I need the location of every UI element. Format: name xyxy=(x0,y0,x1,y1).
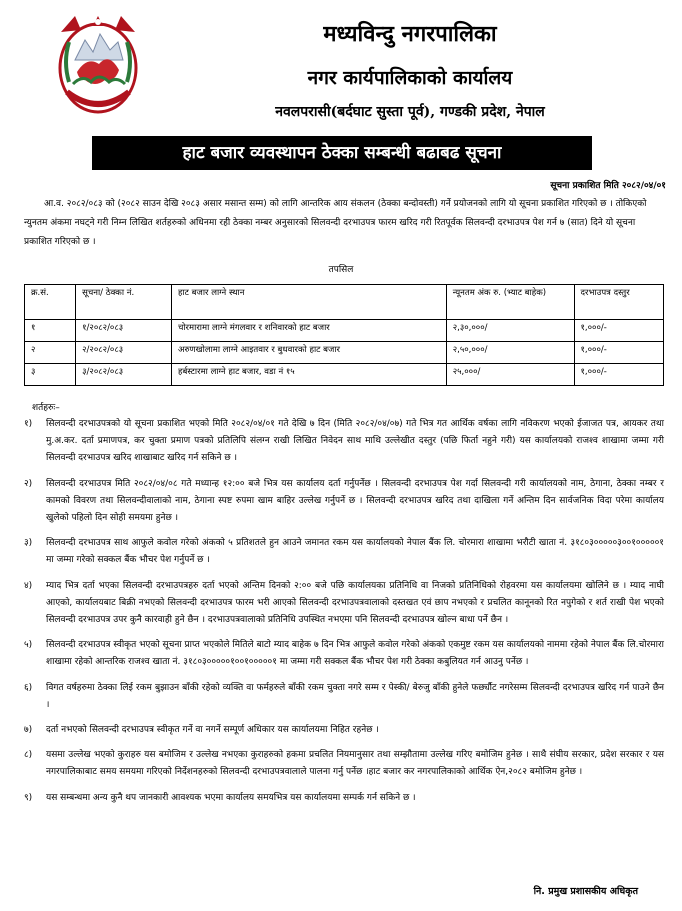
condition-text: सिलवन्दी दरभाउपत्र स्वीकृत भएको सूचना प्राप्त भएकोले मितिले बाटो म्याद बाहेक ७ दिन भित्र आफुले कवोल गरेको अंकको एकमुष्ट रकम यस कार्यालयको नाममा रहेको नेपाल बैंक लि.चोरमारा शाखामा रहेको आन्तरिक राजश्व खाता नं. ३१८०३०००००१००१०००००१ मा जम्मा गरी सक्कल बैंक भौचर पेश गरी ठेक्का कबुलियत गर्न आउनु पर्नेछ । xyxy=(46,640,664,668)
office-name: नगर कार्यपालिकाको कार्यालय xyxy=(307,67,513,89)
col-header-fee: दरभाउपत्र दस्तुर xyxy=(574,285,663,320)
condition-text: सिलवन्दी दरभाउपत्र मिति २०८२/०४/०८ गते मध्यान्ह १२:०० बजे भित्र यस कार्यालय दर्ता गर्नुपर्नेछ । सिलवन्दी दरभाउपत्र पेश गर्दा सिलवन्दी गरी कार्यालयको नाम, ठेगाना, ठेक्का नम्बर र कामको विवरण तथा सिलवन्दीवालाको नाम, ठेगाना स्पष्ट रुपमा खाम बाहिर उल्लेख गर्नुपर्ने छ । सिलवन्दी दरभाउपत्र खरिद तथा दाखिला गर्ने अन्तिम दिन सार्वजनिक विदा परेमा कार्यालय खुलेको पहिलो दिन सोही समयमा हुनेछ । xyxy=(46,478,664,524)
cell-sn: १ xyxy=(25,320,76,342)
condition-number: ६) xyxy=(24,682,33,693)
cell-min-amount: २,३०,०००/ xyxy=(446,320,574,342)
schedule-heading: तपसिल xyxy=(328,265,354,275)
cell-min-amount: २,५०,०००/ xyxy=(446,342,574,364)
col-header-location: हाट बजार लाग्ने स्थान xyxy=(171,285,446,320)
condition-text: म्याद भित्र दर्ता भएका सिलवन्दी दरभाउपत्रहरु दर्ता भएको अन्तिम दिनको २:०० बजे पछि कार्यालयका प्रतिनिधि वा निजको प्रतिनिधिको रोहवरमा यस कार्यालयमा खोलिने छ । म्याद नाघी आएको, कार्यालयबाट बिक्री नभएको सिलवन्दी दरभाउपत्र फारम भरी आएको सिलवन्दी दरभाउपत्रवालाको दस्तखत एवं छाप नभएको र प्रचलित कानूनको रित नपुगेको र शर्त राखी पेश भएको सिलवन्दी दरभाउपत्र उपर कुनै कारवाही हुने छैन । दरभाउपत्रवालाको प्रतिनिधि उपस्थित नभएमा पनि सिलवन्दी दरभाउपत्र खोल्न बाधा पर्ने छैन । xyxy=(46,580,664,626)
condition-item xyxy=(24,722,664,739)
condition-number: ७) xyxy=(24,725,33,736)
condition-text: सिलवन्दी दरभाउपत्र साथ आफुले कवोल गरेको अंकको ५ प्रतिशतले हुन आउने जमानत रकम यस कार्यालयको नेपाल बैंक लि. चोरमारा शाखामा भरौटी खाता नं. ३१८०३०००००३००१०००००१ मा जम्मा गरेको सक्कल बैंक भौचर पेश गर्नुपर्ने छ । xyxy=(46,538,664,566)
municipality-name: मध्यविन्दु नगरपालिका xyxy=(323,21,497,47)
intro-paragraph: आ.व. २०८२/०८३ को (२०८२ साउन देखि २०८३ असार मसान्त सम्म) को लागि आन्तरिक आय संकलन (ठेक्का बन्दोवस्ती) गर्ने प्रयोजनको लागि यो सूचना प्रकाशित गरिएको छ । तोकिएको न्युनतम अंकमा नघट्ने गरी निम्न लिखित शर्तहरुको अधिनमा रही ठेक्का नम्बर अनुसारको सिलवन्दी दरभाउपत्र फारम खरिद गरी रितपूर्वक सिलवन्दी दरभाउपत्र पेश गर्न ७ (सात) दिने यो सूचना प्रकाशित गरिएको छ । xyxy=(24,199,647,247)
condition-number: ४) xyxy=(24,580,33,591)
condition-item xyxy=(24,416,664,468)
condition-number: १) xyxy=(24,419,33,429)
condition-number: ८) xyxy=(24,750,33,761)
office-address: नवलपरासी(बर्दघाट सुस्ता पूर्व), गण्डकी प्रदेश, नेपाल xyxy=(275,104,545,120)
cell-location: चोरमारामा लाग्ने मंगलवार र शनिवारको हाट बजार xyxy=(171,320,446,342)
cell-sn: ३ xyxy=(25,364,76,386)
condition-number: ५) xyxy=(24,640,33,651)
condition-number: २) xyxy=(24,478,33,489)
table-row xyxy=(25,342,664,364)
cell-fee: १,०००/- xyxy=(574,342,663,364)
notice-title-banner: हाट बजार व्यवस्थापन ठेक्का सम्बन्धी बढाबढ सूचना xyxy=(92,136,592,170)
condition-text: दर्ता नभएको सिलवन्दी दरभाउपत्र स्वीकृत गर्ने वा नगर्ने सम्पूर्ण अधिकार यस कार्यालयमा निहित रहनेछ । xyxy=(46,725,379,736)
conditions-heading: शर्तहरुः– xyxy=(32,403,60,413)
table-header-row xyxy=(25,285,664,320)
condition-item xyxy=(24,790,664,807)
cell-notice-no: ३/२०८२/०८३ xyxy=(76,364,172,386)
table-row xyxy=(25,320,664,342)
col-header-notice-no: सूचना/ ठेक्का नं. xyxy=(76,285,172,320)
cell-location: हर्बस्टारमा लाग्ने हाट बजार, वडा नं १५ xyxy=(171,364,446,386)
cell-min-amount: २५,०००/ xyxy=(446,364,574,386)
cell-fee: १,०००/- xyxy=(574,320,663,342)
signatory-title: नि. प्रमुख प्रशासकीय अधिकृत xyxy=(533,886,638,897)
condition-item xyxy=(24,680,664,714)
cell-location: अरुणखोलामा लाग्ने आइतवार र बुधवारको हाट बजार xyxy=(171,342,446,364)
condition-number: ३) xyxy=(24,538,33,549)
condition-item xyxy=(24,637,664,671)
condition-text: यस सम्बन्धमा अन्य कुनै थप जानकारी आवश्यक भएमा कार्यालय समयभित्र यस कार्यालयमा सम्पर्क गर्न सकिने छ । xyxy=(46,792,416,803)
condition-text: सिलवन्दी दरभाउपत्रको यो सूचना प्रकाशित भएको मिति २०८२/०४/०१ गते देखि ७ दिन (मिति २०८२/०४/०७) गते भित्र गत आर्थिक वर्षका लागि नविकरण भएको ईजाजत पत्र, आयकर तथा मु.अ.कर. दर्ता प्रमाणपत्र, कर चुक्ता प्रमाण पत्रको प्रतिलिपि संलग्न राखी लिखित निवेदन साथ माथि उल्लेखीत दस्तुर (पछि फिर्ता नहुने गरी) यस कार्यालयको राजश्व शाखामा जम्मा गरी सिलवन्दी दरभाउपत्र खरिद शाखाबाट खरिद गर्न सकिने छ । xyxy=(46,419,664,464)
cell-fee: १,०००/- xyxy=(574,364,663,386)
condition-text: विगत वर्षहरुमा ठेक्का लिई रकम बुझाउन बाँकी रहेको व्यक्ति वा फर्महरुले बाँकी रकम चुक्ता नगरे सम्म र पेस्की/ बेरुजु बाँकी हुनेले फर्छ्यौट नगरेसम्म सिलवन्दी दरभाउपत्र खरिद गर्न पाउने छैन । xyxy=(46,682,664,710)
condition-item xyxy=(24,535,664,569)
cell-notice-no: १/२०८२/०८३ xyxy=(76,320,172,342)
cell-sn: २ xyxy=(25,342,76,364)
col-header-min-amount: न्यूनतम अंक रु. (भ्याट बाहेक) xyxy=(446,285,574,320)
nepal-government-emblem-icon xyxy=(55,12,141,118)
publish-date: सूचना प्रकाशित मिति २०८२/०४/०१ xyxy=(550,181,666,191)
contract-table xyxy=(24,284,664,386)
table-row xyxy=(25,364,664,386)
conditions-list xyxy=(24,416,664,815)
condition-number: ९) xyxy=(24,792,33,803)
condition-item xyxy=(24,747,664,781)
col-header-sn: क्र.सं. xyxy=(25,285,76,320)
condition-text: यसमा उल्लेख भएको कुराहरु यस बमोजिम र उल्लेख नभएका कुराहरुको हकमा प्रचलित नियमानुसार तथा सम्झौतामा उल्लेख गरिए बमोजिम हुनेछ । साथै संघीय सरकार, प्रदेश सरकार र यस नगरपालिकाबाट समय समयमा गरिएको निर्देशनहरुको सिलवन्दी दरभाउपत्रवालाले पालना गर्नु पर्नेछ ।हाट बजार कर नगरपालिकाको आर्थिक ऐन,२०८२ बमोजिम हुनेछ । xyxy=(46,750,664,778)
condition-item xyxy=(24,578,664,630)
cell-notice-no: २/२०८२/०८३ xyxy=(76,342,172,364)
condition-item xyxy=(24,476,664,528)
